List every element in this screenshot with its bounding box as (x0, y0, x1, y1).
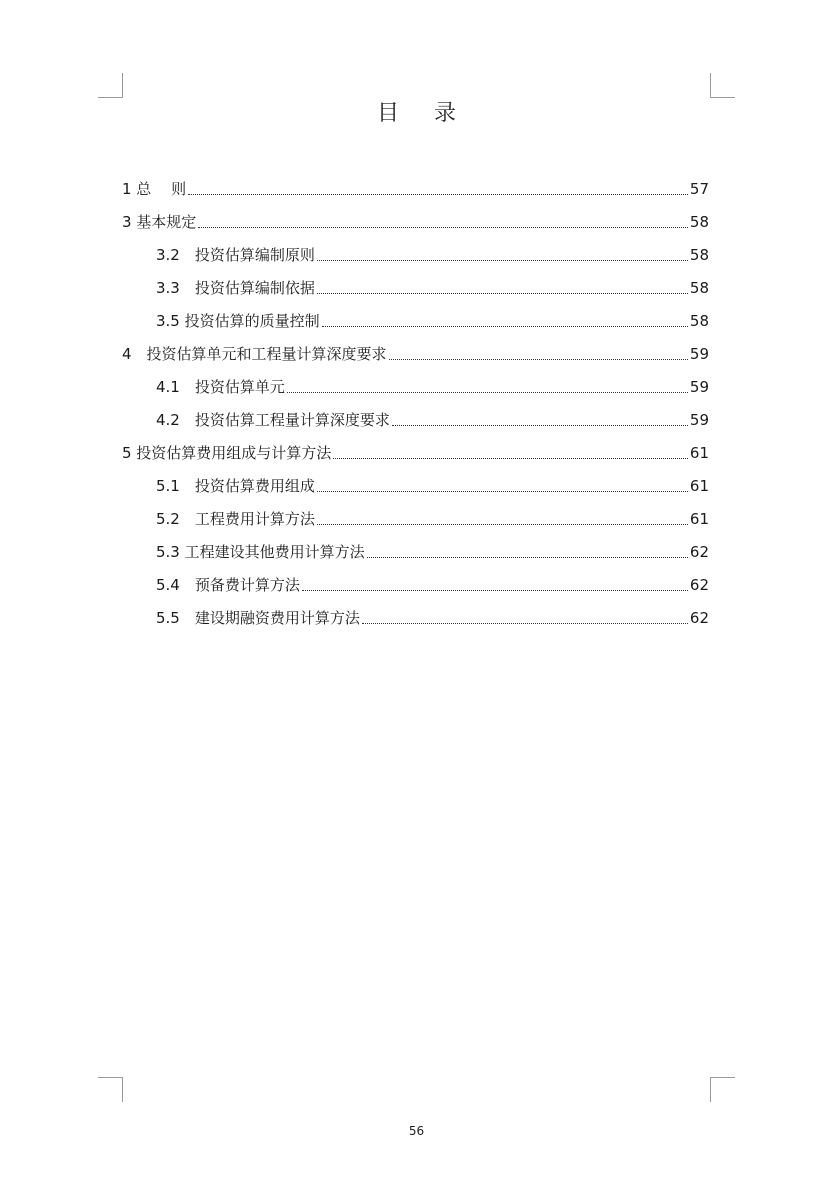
toc-entry-label: 3.2 投资估算编制原则 (156, 246, 315, 264)
toc-entry-label: 5.5 建设期融资费用计算方法 (156, 609, 360, 627)
toc-entry-label: 5 投资估算费用组成与计算方法 (122, 444, 332, 462)
toc-entry[interactable] (156, 240, 709, 266)
page-number: 56 (408, 1124, 425, 1138)
toc-entry-page: 58 (689, 312, 709, 330)
toc-entry[interactable] (156, 603, 709, 629)
toc-entry-label: 4.1 投资估算单元 (156, 378, 285, 396)
toc-entry-label: 5.2 工程费用计算方法 (156, 510, 315, 528)
toc-entry-label: 5.1 投资估算费用组成 (156, 477, 315, 495)
toc-entry[interactable] (122, 207, 709, 233)
toc-entry-page: 58 (689, 213, 709, 231)
toc-entry[interactable] (156, 537, 709, 563)
toc-leader (322, 325, 688, 327)
toc-leader (317, 490, 688, 492)
toc-entry-label: 5.4 预备费计算方法 (156, 576, 300, 594)
toc-entry-label: 1 总 则 (122, 180, 187, 198)
toc-leader (392, 424, 688, 426)
toc-entry-page: 58 (689, 279, 709, 297)
toc-leader (362, 622, 688, 624)
toc-leader (317, 292, 688, 294)
toc-leader (317, 259, 688, 261)
toc-entry[interactable] (156, 471, 709, 497)
toc-entry-page: 61 (689, 477, 709, 495)
toc-entry-page: 62 (689, 576, 709, 594)
toc-entry-label: 3 基本规定 (122, 213, 197, 231)
toc-entry[interactable] (156, 504, 709, 530)
crop-mark-top-left (98, 73, 123, 98)
toc-entry-label: 4 投资估算单元和工程量计算深度要求 (122, 345, 387, 363)
toc-entry-label: 4.2 投资估算工程量计算深度要求 (156, 411, 390, 429)
crop-mark-bottom-right (710, 1077, 735, 1102)
toc-entry[interactable] (156, 306, 709, 332)
toc-leader (317, 523, 688, 525)
toc-leader (188, 193, 688, 195)
crop-mark-bottom-left (98, 1077, 123, 1102)
toc-entry-page: 59 (689, 411, 709, 429)
toc-entry-label: 3.3 投资估算编制依据 (156, 279, 315, 297)
toc-leader (367, 556, 688, 558)
crop-mark-top-right (710, 73, 735, 98)
toc-entry-page: 62 (689, 609, 709, 627)
toc-entry-page: 62 (689, 543, 709, 561)
toc-entry-page: 57 (689, 180, 709, 198)
toc-entry[interactable] (122, 339, 709, 365)
toc-entry[interactable] (156, 372, 709, 398)
toc-leader (389, 358, 688, 360)
toc-entry[interactable] (156, 273, 709, 299)
toc-leader (287, 391, 688, 393)
toc-entry-page: 61 (689, 510, 709, 528)
toc-entry[interactable] (156, 570, 709, 596)
toc-entry-page: 58 (689, 246, 709, 264)
toc-entry-label: 5.3 工程建设其他费用计算方法 (156, 543, 365, 561)
toc-entry[interactable] (122, 174, 709, 200)
toc-entry-page: 61 (689, 444, 709, 462)
toc-entry-label: 3.5 投资估算的质量控制 (156, 312, 320, 330)
toc-entry[interactable] (156, 405, 709, 431)
page-title: 目 录 (377, 101, 470, 126)
toc-leader (302, 589, 688, 591)
toc-entry-page: 59 (689, 345, 709, 363)
toc-leader (333, 457, 688, 459)
toc-entry-page: 59 (689, 378, 709, 396)
toc-entry[interactable] (122, 438, 709, 464)
toc-leader (198, 226, 688, 228)
